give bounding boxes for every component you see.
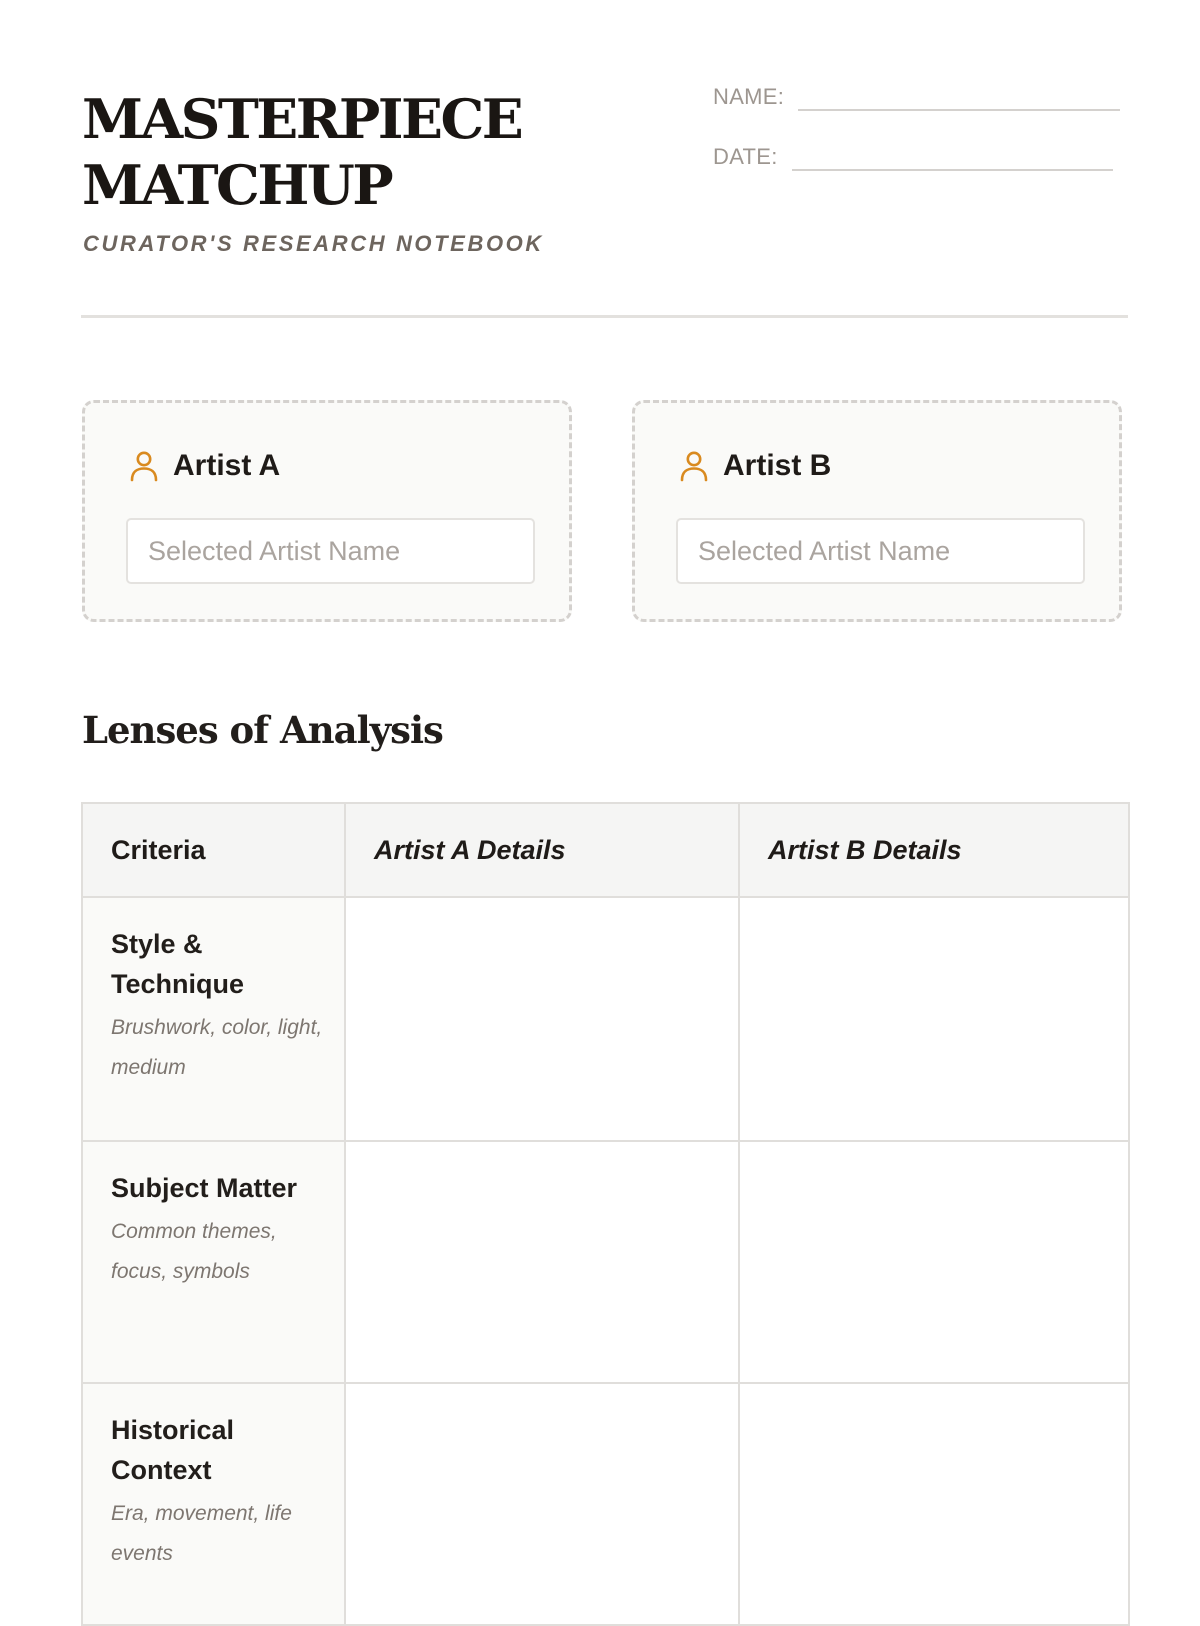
page-subtitle: CURATOR'S RESEARCH NOTEBOOK: [83, 231, 544, 256]
criteria-name: Style & Technique: [111, 929, 245, 999]
artist-a-notes-cell[interactable]: [345, 1383, 739, 1625]
name-line[interactable]: [798, 109, 1120, 111]
table-row: [82, 897, 1129, 1141]
page-title: [82, 86, 521, 218]
criteria-cell: [82, 897, 345, 1141]
person-icon: [129, 450, 159, 482]
column-header-artist-b: Artist B Details: [739, 803, 1129, 897]
artist-a-title: Artist A: [173, 449, 281, 482]
artist-a-notes-cell[interactable]: [345, 1141, 739, 1383]
title-line-1: MASTERPIECE: [82, 87, 522, 151]
criteria-cell: [82, 1383, 345, 1625]
title-line-2: MATCHUP: [82, 153, 392, 217]
name-field[interactable]: [713, 83, 1120, 111]
column-header-artist-a: Artist A Details: [345, 803, 739, 897]
date-field[interactable]: [713, 143, 1113, 171]
artist-b-title: Artist B: [723, 449, 832, 482]
analysis-table: [81, 802, 1130, 1626]
artist-a-notes-cell[interactable]: [345, 897, 739, 1141]
header-divider: [81, 315, 1128, 318]
artist-b-header: [679, 449, 831, 483]
name-label: NAME:: [713, 84, 785, 109]
artist-b-name-input[interactable]: [676, 518, 1085, 584]
criteria-hint: Brushwork, color, light, medium: [111, 1016, 323, 1079]
date-label: DATE:: [713, 144, 778, 169]
artist-a-name-input[interactable]: [126, 518, 535, 584]
table-header-row: [82, 803, 1129, 897]
artist-b-notes-cell[interactable]: [739, 897, 1129, 1141]
artist-b-notes-cell[interactable]: [739, 1383, 1129, 1625]
artist-b-notes-cell[interactable]: [739, 1141, 1129, 1383]
table-row: [82, 1141, 1129, 1383]
date-line[interactable]: [792, 169, 1113, 171]
table-row: [82, 1383, 1129, 1625]
criteria-hint: Common themes, focus, symbols: [111, 1220, 277, 1283]
analysis-heading: Lenses of Analysis: [82, 708, 443, 752]
artist-a-card: [82, 400, 572, 622]
criteria-name: Subject Matter: [111, 1173, 298, 1203]
criteria-cell: [82, 1141, 345, 1383]
column-header-criteria: Criteria: [82, 803, 345, 897]
person-icon: [679, 450, 709, 482]
criteria-hint: Era, movement, life events: [111, 1502, 292, 1565]
artist-b-card: [632, 400, 1122, 622]
criteria-name: Historical Context: [111, 1415, 235, 1485]
artist-a-header: [129, 449, 280, 483]
